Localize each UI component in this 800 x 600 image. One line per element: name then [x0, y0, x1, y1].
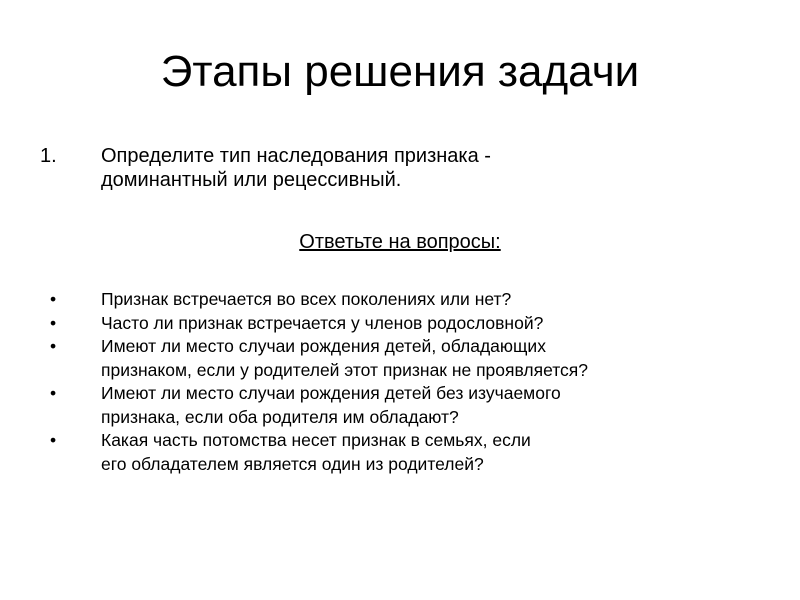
question-text-line: его обладателем является один из родителей?: [101, 453, 484, 474]
step-text-line: Определите тип наследования признака -: [101, 145, 491, 167]
question-text-line: Признак встречается во всех поколениях или нет?: [101, 289, 512, 309]
question-text-line: признака, если оба родителя им обладают?: [101, 406, 459, 427]
question-item: [40, 312, 760, 336]
questions-subheading: Ответьте на вопросы:: [299, 231, 501, 253]
question-text-line: Имеют ли место случаи рождения детей, обладающих: [101, 336, 546, 356]
question-text-line: Какая часть потомства несет признак в семьях, если: [101, 430, 531, 450]
slide-title: Этапы решения задачи: [160, 47, 640, 96]
question-item: [40, 288, 760, 312]
bullet-icon: •: [50, 289, 57, 309]
question-item: [40, 335, 760, 382]
step-text-line: доминантный или рецессивный.: [101, 169, 402, 191]
step-number: 1.: [40, 145, 57, 167]
question-text-line: Часто ли признак встречается у членов родословной?: [101, 312, 544, 333]
bullet-icon: •: [50, 383, 57, 403]
step-text: [101, 144, 721, 192]
question-text-line: Имеют ли место случаи рождения детей без изучаемого: [101, 383, 561, 403]
question-text-line: признаком, если у родителей этот признак не проявляется?: [101, 359, 589, 380]
bullet-icon: •: [50, 312, 57, 333]
bullet-icon: •: [50, 336, 57, 356]
question-item: [40, 382, 760, 429]
question-item: [40, 429, 760, 476]
bullet-icon: •: [50, 430, 57, 450]
questions-list: [40, 288, 760, 476]
